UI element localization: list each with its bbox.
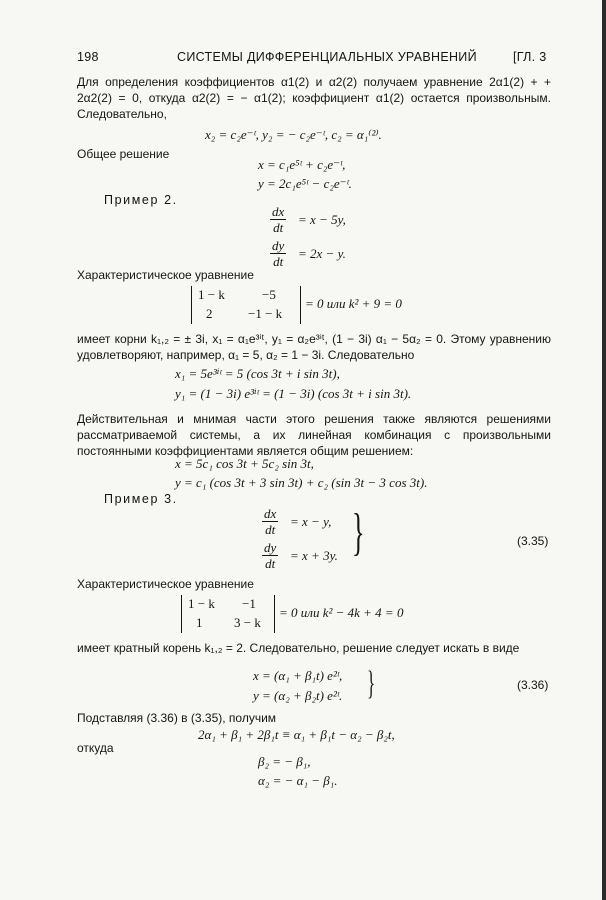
formula-x1: x₁ = 5e³ⁱᵗ = 5 (cos 3t + i sin 3t), bbox=[175, 366, 340, 381]
formula-3-36-y: y = (α₂ + β₂t) e²ᵗ. bbox=[253, 688, 343, 703]
fraction-denominator: dt bbox=[265, 556, 276, 571]
formula-general-y-trig: y = c₁ (cos 3t + 3 sin 3t) + c₂ (sin 3t − 3 cos 3t). bbox=[175, 475, 428, 490]
chapter-marker: [ГЛ. 3 bbox=[513, 50, 547, 64]
det-cell: 1 bbox=[196, 615, 203, 630]
formula-ex2-dy-rhs: = 2x − y. bbox=[298, 246, 346, 261]
equation-number-3-36: (3.36) bbox=[517, 678, 549, 692]
formula-general-y: y = 2c₁e⁵ᵗ − c₂e⁻ᵗ. bbox=[258, 176, 352, 191]
label-characteristic-equation-2: Характеристическое уравнение bbox=[77, 577, 254, 591]
running-title: СИСТЕМЫ ДИФФЕРЕНЦИАЛЬНЫХ УРАВНЕНИЙ bbox=[177, 50, 477, 64]
det-cell: −1 − k bbox=[248, 306, 283, 321]
formula-det1-rhs: = 0 или k² + 9 = 0 bbox=[305, 296, 402, 311]
label-characteristic-equation: Характеристическое уравнение bbox=[77, 268, 254, 282]
formula-alpha2: α₂ = − α₁ − β₁. bbox=[258, 773, 338, 788]
label-whence: откуда bbox=[77, 741, 114, 755]
formula-x2-y2: x₂ = c₂e⁻ᵗ, y₂ = − c₂e⁻ᵗ, c₂ = α₁⁽²⁾. bbox=[205, 127, 382, 142]
det-cell: 1 − k bbox=[198, 287, 225, 302]
formula-ex3-dx-rhs: = x − y, bbox=[290, 514, 332, 529]
determinant-2 bbox=[181, 595, 275, 633]
paragraph-coefficients: Для определения коэффициентов α1(2) и α2(2) получаем уравнение 2α1(2) + + 2α2(2) = 0, откуда α2(2) = − α1(2); коэффициент α1(2) остается произвольным. Следовательно, bbox=[77, 75, 551, 121]
formula-det2-rhs: = 0 или k² − 4k + 4 = 0 bbox=[279, 605, 404, 620]
equation-number-3-35: (3.35) bbox=[517, 534, 549, 548]
det-cell: 1 − k bbox=[188, 596, 215, 611]
det-cell: −1 bbox=[242, 596, 256, 611]
paragraph-substituting: Подставляя (3.36) в (3.35), получим bbox=[77, 711, 277, 725]
fraction-numerator: dy bbox=[272, 238, 285, 253]
fraction-dx-dt bbox=[270, 204, 286, 235]
formula-ex3-dy-rhs: = x + 3y. bbox=[290, 548, 338, 563]
formula-substitution: 2α₁ + β₁ + 2β₁t ≡ α₁ + β₁t − α₂ − β₂t, bbox=[198, 727, 395, 742]
example-2-label: Пример 2. bbox=[104, 193, 178, 207]
det-cell: 3 − k bbox=[234, 615, 261, 630]
fraction-denominator: dt bbox=[273, 220, 284, 235]
paragraph-real-imag: Действительная и мнимая части этого решения также являются решениями рассматриваемой системы, а их линейная комбинация с произвольными постоянными коэффициентами является общим решением: bbox=[77, 412, 551, 458]
fraction-numerator: dy bbox=[264, 540, 277, 555]
determinant-1 bbox=[191, 286, 301, 324]
det-cell: −5 bbox=[262, 287, 276, 302]
fraction-dx-dt bbox=[262, 506, 278, 537]
formula-y1: y₁ = (1 − 3i) e³ⁱᵗ = (1 − 3i) (cos 3t + i sin 3t). bbox=[175, 386, 412, 401]
fraction-dy-dt bbox=[262, 540, 278, 571]
right-brace: } bbox=[367, 665, 376, 702]
fraction-denominator: dt bbox=[273, 254, 284, 269]
page-number: 198 bbox=[77, 50, 99, 64]
formula-general-x-trig: x = 5c₁ cos 3t + 5c₂ sin 3t, bbox=[175, 456, 314, 471]
formula-beta2: β₂ = − β₁, bbox=[258, 754, 311, 769]
fraction-dy-dt bbox=[270, 238, 286, 269]
paragraph-roots: имеет корни k₁,₂ = ± 3i, x₁ = α₁e³ⁱᵗ, y₁ = α₂e³ⁱᵗ, (1 − 3i) α₁ − 5α₂ = 0. Этому уравнению удовлетворяют, например, α₁ = 5, α₂ = 1 − 3i. Следовательно bbox=[77, 332, 551, 362]
fraction-numerator: dx bbox=[264, 506, 277, 521]
page-edge-shadow bbox=[602, 0, 606, 900]
paragraph-multiple-root: имеет кратный корень k₁,₂ = 2. Следовательно, решение следует искать в виде bbox=[77, 641, 520, 655]
example-3-label: Пример 3. bbox=[104, 492, 178, 506]
fraction-denominator: dt bbox=[265, 522, 276, 537]
right-brace: } bbox=[352, 504, 365, 561]
fraction-numerator: dx bbox=[272, 204, 285, 219]
formula-3-36-x: x = (α₁ + β₁t) e²ᵗ, bbox=[253, 668, 343, 683]
label-general-solution: Общее решение bbox=[77, 147, 170, 161]
formula-ex2-dx-rhs: = x − 5y, bbox=[298, 212, 346, 227]
det-cell: 2 bbox=[206, 306, 213, 321]
formula-general-x: x = c₁e⁵ᵗ + c₂e⁻ᵗ, bbox=[258, 157, 346, 172]
